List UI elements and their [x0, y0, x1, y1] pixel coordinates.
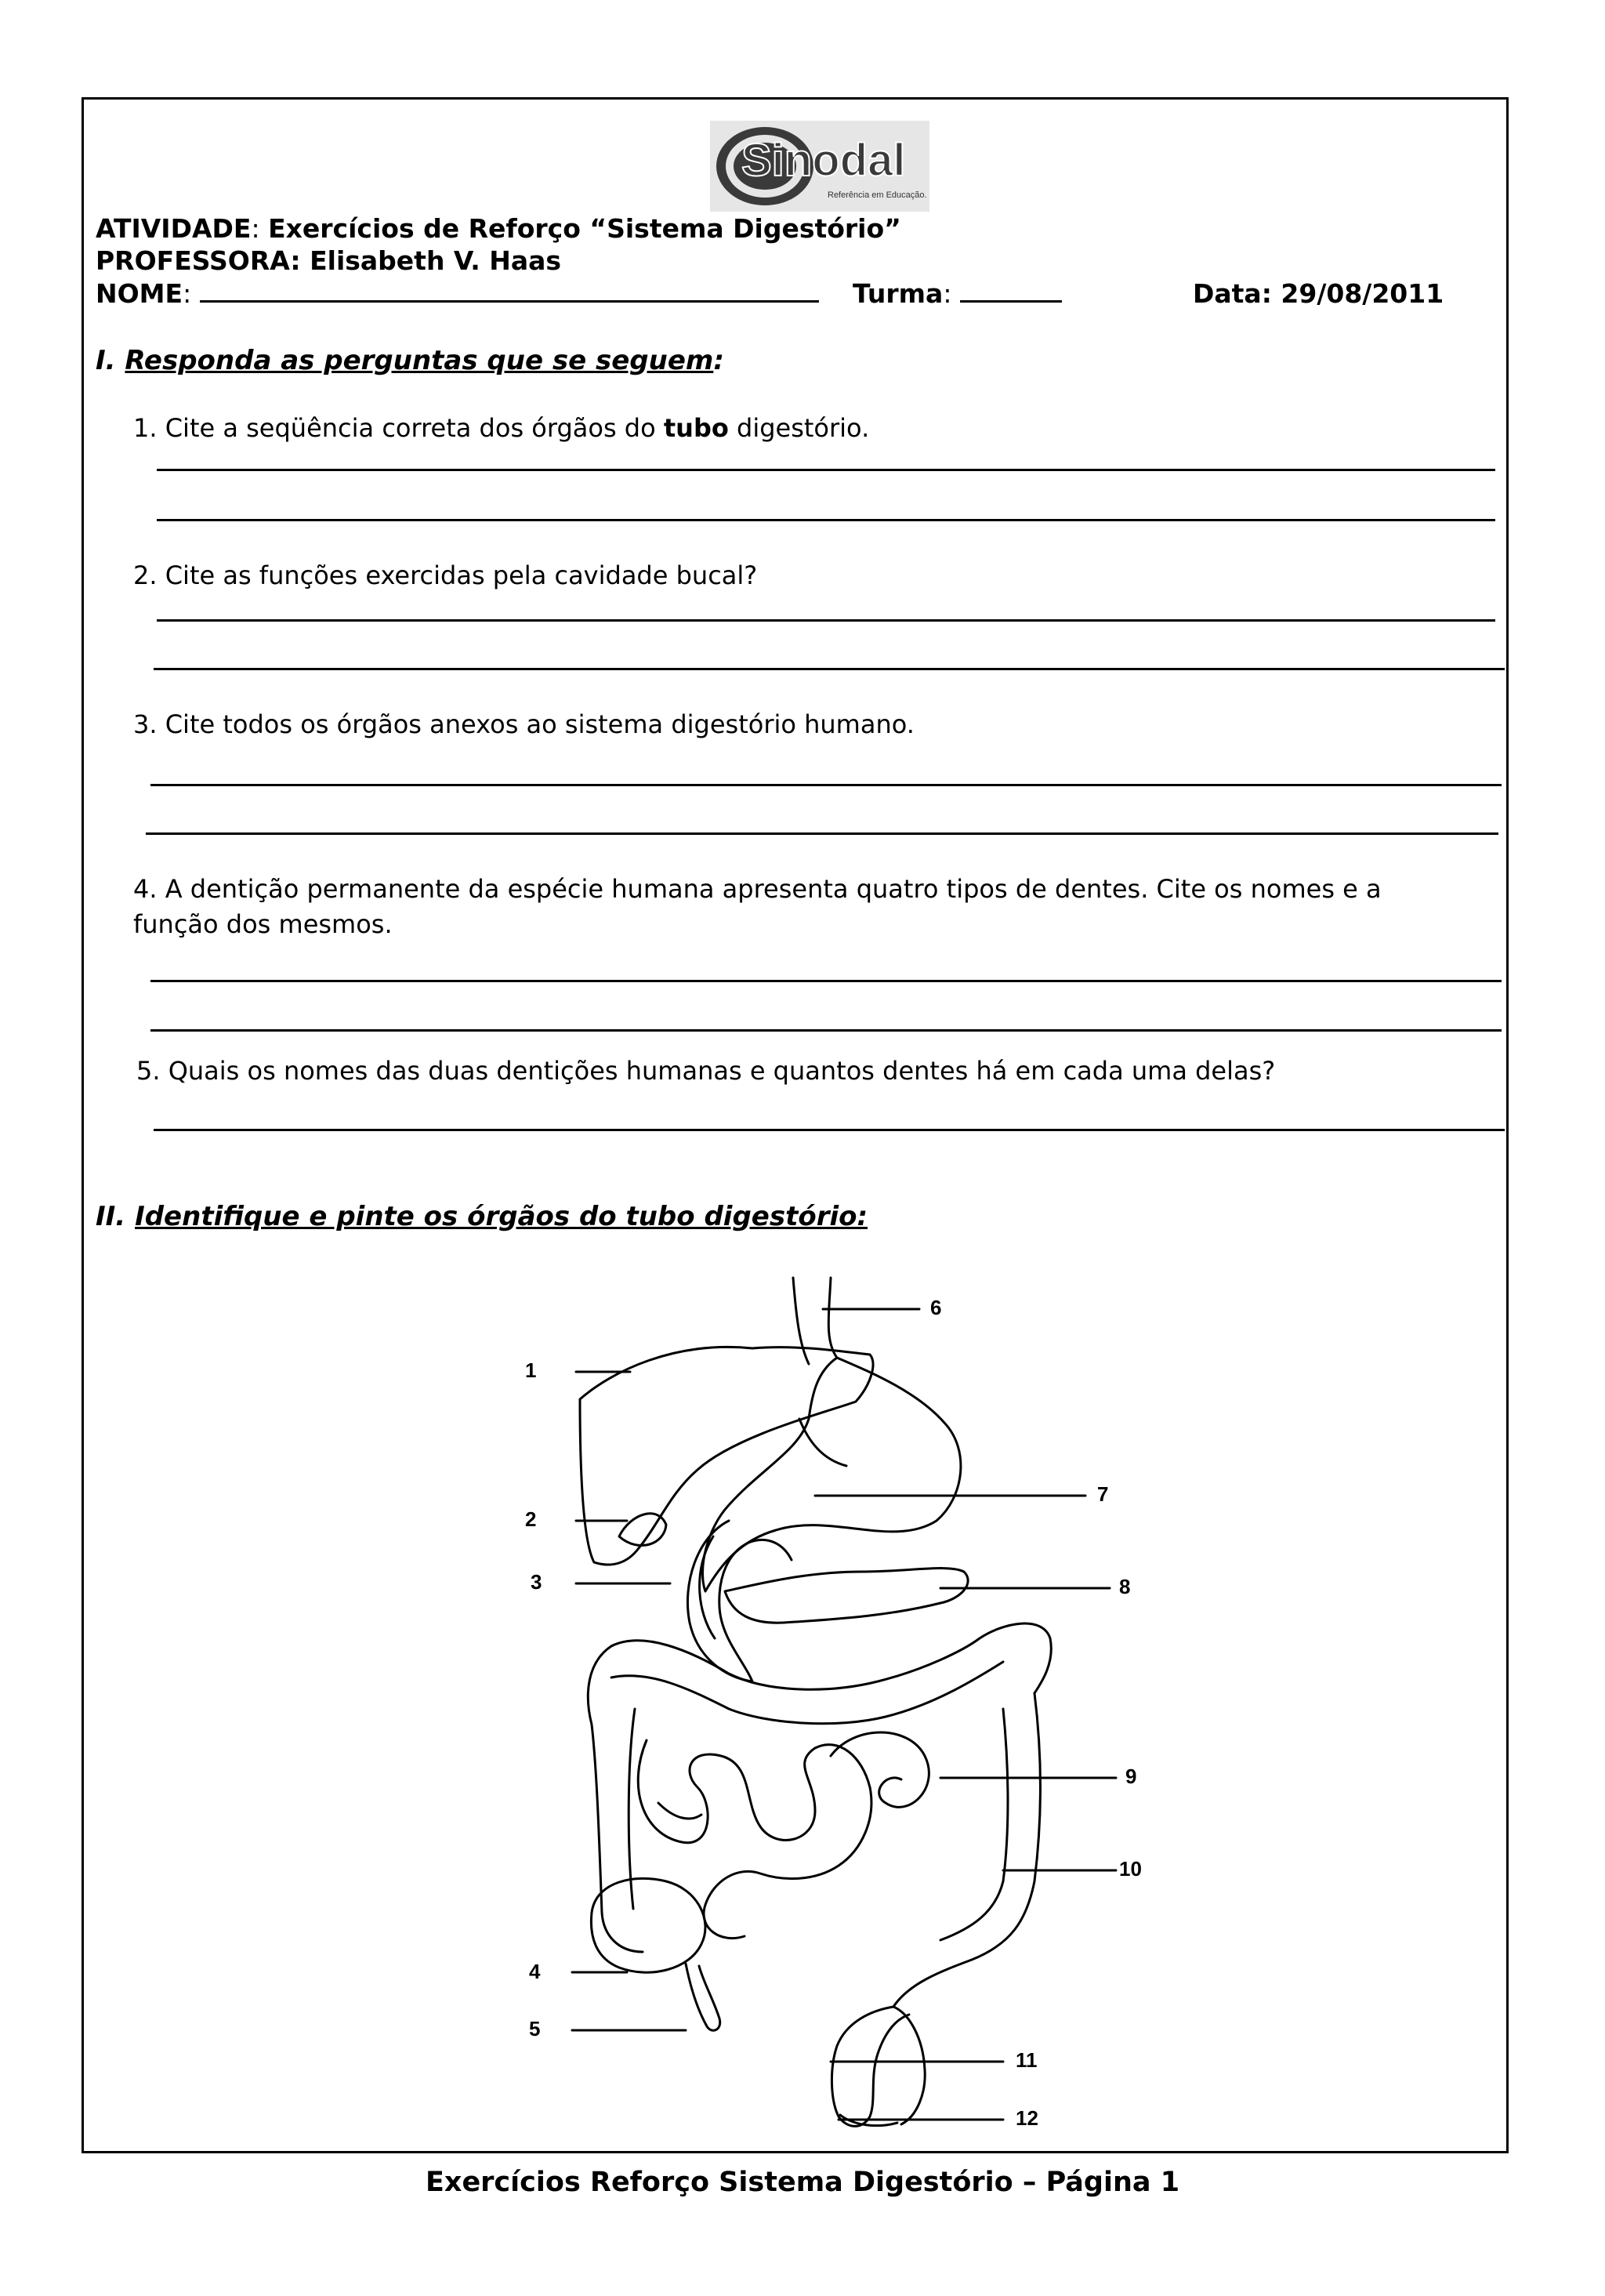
class-field[interactable]	[960, 299, 1062, 303]
stomach-shape	[703, 1358, 961, 1591]
answer-line[interactable]	[154, 1129, 1505, 1131]
diagram-label-10: 10	[1119, 1857, 1142, 1881]
logo-brand-text: Sinodal	[741, 135, 906, 186]
section-2-heading	[96, 1201, 868, 1232]
name-label: NOME	[96, 278, 183, 309]
answer-line[interactable]	[146, 832, 1498, 835]
digestive-system-diagram	[502, 1254, 1160, 2140]
cecum-shape	[591, 1878, 705, 1972]
diagram-label-12: 12	[1016, 2106, 1038, 2130]
question-4-line-2: função dos mesmos.	[133, 909, 393, 939]
esophagus-shape	[793, 1278, 809, 1364]
class-line: Turma:	[853, 278, 1062, 309]
diagram-label-5: 5	[529, 2017, 541, 2040]
diagram-label-1: 1	[525, 1358, 537, 1382]
diagram-label-7: 7	[1097, 1482, 1109, 1506]
answer-line[interactable]	[150, 1029, 1502, 1032]
name-field[interactable]	[200, 299, 819, 303]
rectum-shape	[893, 2007, 925, 2124]
question-1-text: 1. Cite a seqüência correta dos órgãos do	[133, 413, 664, 443]
logo-tagline: Referência em Educação.	[828, 190, 927, 200]
small-intestine-shape	[638, 1740, 871, 1939]
descending-colon-inner	[940, 1709, 1008, 1940]
question-1-bold: tubo	[663, 413, 729, 443]
esophagus-shape-2	[828, 1278, 837, 1358]
section-2-numeral: II.	[96, 1201, 126, 1232]
class-label: Turma	[853, 278, 944, 309]
diagram-label-9: 9	[1125, 1765, 1137, 1788]
duodenum-shape	[687, 1521, 792, 1681]
question-2: 2. Cite as funções exercidas pela cavidade bucal?	[133, 560, 758, 590]
activity-line: ATIVIDADE: Exercícios de Reforço “Sistema Digestório”	[96, 213, 901, 244]
small-intestine-loop-3	[658, 1803, 701, 1819]
diagram-label-8: 8	[1119, 1575, 1131, 1598]
section-2-title: Identifique e pinte os órgãos do tubo digestório:	[135, 1201, 868, 1232]
small-intestine-loop-2	[831, 1732, 929, 1807]
diagram-label-2: 2	[525, 1507, 537, 1531]
diagram-label-6: 6	[930, 1296, 942, 1319]
liver-shape	[580, 1347, 873, 1565]
question-4-line-1: 4. A dentição permanente da espécie humana apresenta quatro tipos de dentes. Cite os nomes e a	[133, 874, 1382, 904]
activity-label: ATIVIDADE	[96, 213, 252, 244]
teacher-line: PROFESSORA: Elisabeth V. Haas	[96, 245, 562, 276]
date-text: Data: 29/08/2011	[1193, 278, 1444, 309]
transverse-colon	[611, 1623, 1051, 1693]
question-1	[133, 413, 869, 443]
activity-value: Exercícios de Reforço “Sistema Digestório”	[268, 213, 901, 244]
question-5: 5. Quais os nomes das duas dentições humanas e quantos dentes há em cada uma delas?	[136, 1056, 1276, 1086]
answer-line[interactable]	[157, 619, 1495, 622]
sinodal-logo	[710, 121, 929, 212]
diagram-label-4: 4	[529, 1960, 541, 1983]
appendix-shape	[686, 1964, 720, 2030]
transverse-colon-inner	[611, 1662, 1003, 1724]
diagram-label-11: 11	[1016, 2048, 1038, 2072]
answer-line[interactable]	[150, 784, 1502, 786]
answer-line[interactable]	[154, 668, 1505, 670]
descending-colon	[893, 1693, 1041, 2007]
section-1-title: Responda as perguntas que se seguem	[125, 345, 714, 376]
page-footer: Exercícios Reforço Sistema Digestório – Página 1	[425, 2167, 1180, 2198]
sigmoid-shape	[831, 2007, 909, 2126]
diagram-label-3: 3	[531, 1570, 542, 1594]
answer-line[interactable]	[157, 469, 1495, 471]
pancreas-shape	[725, 1569, 968, 1623]
answer-line[interactable]	[157, 519, 1495, 521]
name-line: NOME:	[96, 278, 819, 309]
section-1-heading: I. Responda as perguntas que se seguem:	[96, 345, 724, 376]
ascending-colon	[588, 1646, 643, 1952]
section-1-numeral: I.	[96, 345, 116, 376]
answer-line[interactable]	[150, 980, 1502, 982]
question-3: 3. Cite todos os órgãos anexos ao sistema digestório humano.	[133, 709, 915, 739]
question-1-text-end: digestório.	[728, 413, 870, 443]
